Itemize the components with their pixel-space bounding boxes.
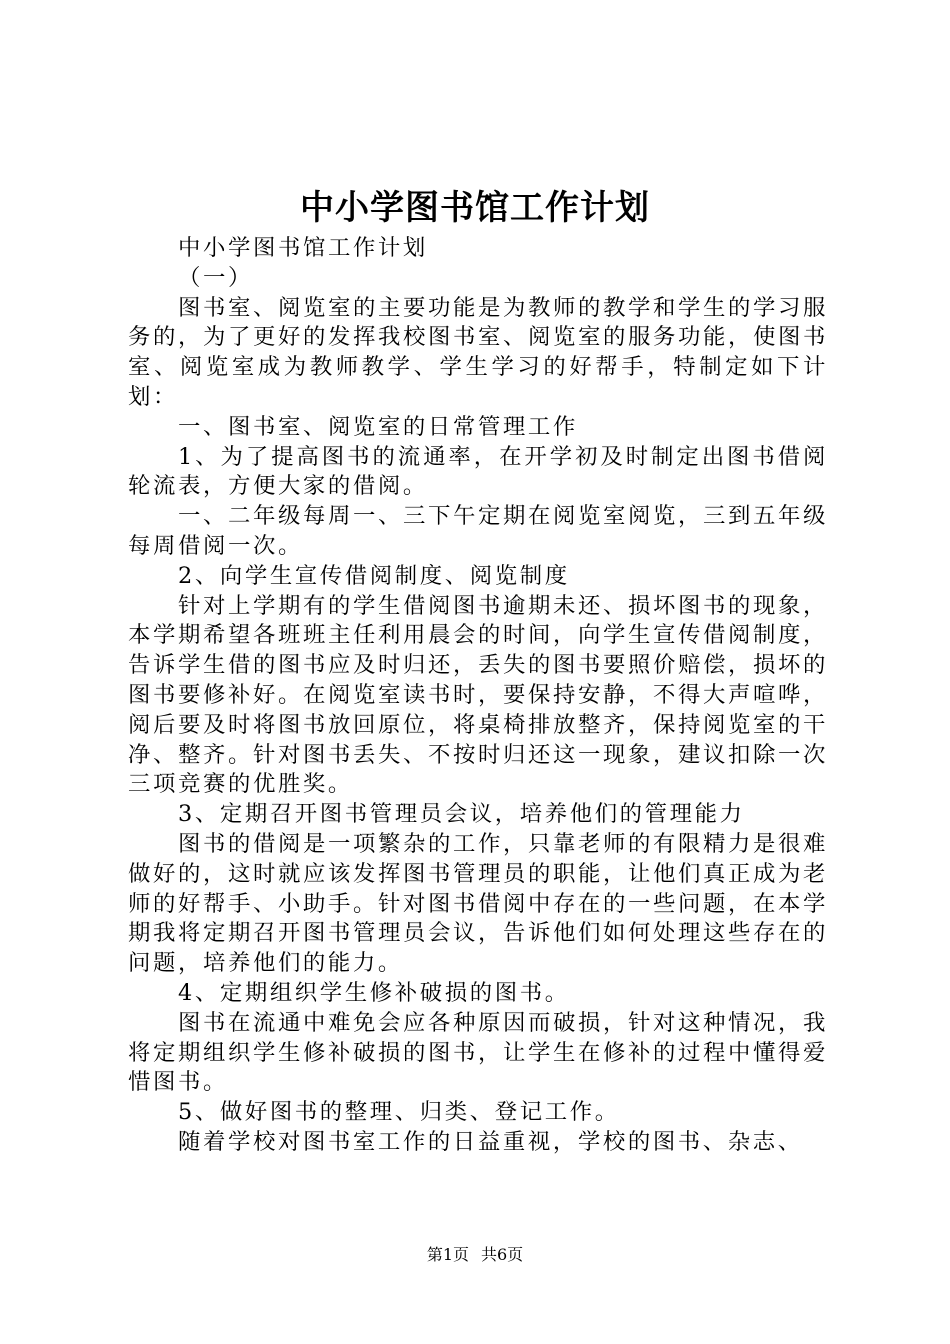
document-body (128, 234, 828, 1158)
paragraph: 针对上学期有的学生借阅图书逾期未还、损坏图书的现象，本学期希望各班班主任利用晨会的时间，向学生宣传借阅制度，告诉学生借的图书应及时归还，丢失的图书要照价赔偿，损坏的图书要修补好。在阅览室读书时，要保持安静，不得大声喧哗，阅后要及时将图书放回原位，将桌椅排放整齐，保持阅览室的干净、整齐。针对图书丢失、不按时归还这一现象，建议扣除一次三项竞赛的优胜奖。 (128, 592, 828, 798)
paragraph: 随着学校对图书室工作的日益重视，学校的图书、杂志、 (178, 1128, 803, 1155)
page-number: 第1页 (426, 1245, 469, 1264)
paragraph: 2、向学生宣传借阅制度、阅览制度 (178, 562, 570, 589)
paragraph: 4、定期组织学生修补破损的图书。 (178, 979, 570, 1006)
paragraph: 一、二年级每周一、三下午定期在阅览室阅览，三到五年级每周借阅一次。 (128, 503, 828, 559)
page-footer (0, 1244, 950, 1266)
paragraph: 3、定期召开图书管理员会议，培养他们的管理能力 (178, 801, 745, 828)
paragraph: 中小学图书馆工作计划 (178, 235, 428, 261)
paragraph: 5、做好图书的整理、归类、登记工作。 (178, 1099, 620, 1126)
paragraph: 图书室、阅览室的主要功能是为教师的教学和学生的学习服务的，为了更好的发挥我校图书室、阅览室的服务功能，使图书室、阅览室成为教师教学、学生学习的好帮手，特制定如下计划： (128, 294, 828, 410)
paragraph: 1、为了提高图书的流通率，在开学初及时制定出图书借阅轮流表，方便大家的借阅。 (128, 443, 828, 500)
paragraph: 一、图书室、阅览室的日常管理工作 (178, 413, 578, 440)
paragraph: 图书的借阅是一项繁杂的工作，只靠老师的有限精力是很难做好的，这时就应该发挥图书管理员的职能，让他们真正成为老师的好帮手、小助手。针对图书借阅中存在的一些问题，在本学期我将定期召开图书管理员会议，告诉他们如何处理这些存在的问题，培养他们的能力。 (128, 830, 828, 977)
document-title: 中小学图书馆工作计划 (300, 188, 650, 228)
paragraph: （一） (178, 264, 253, 291)
page-total: 共6页 (481, 1245, 524, 1264)
paragraph: 图书在流通中难免会应各种原因而破损，针对这种情况，我将定期组织学生修补破损的图书，让学生在修补的过程中懂得爱惜图书。 (128, 1009, 828, 1096)
